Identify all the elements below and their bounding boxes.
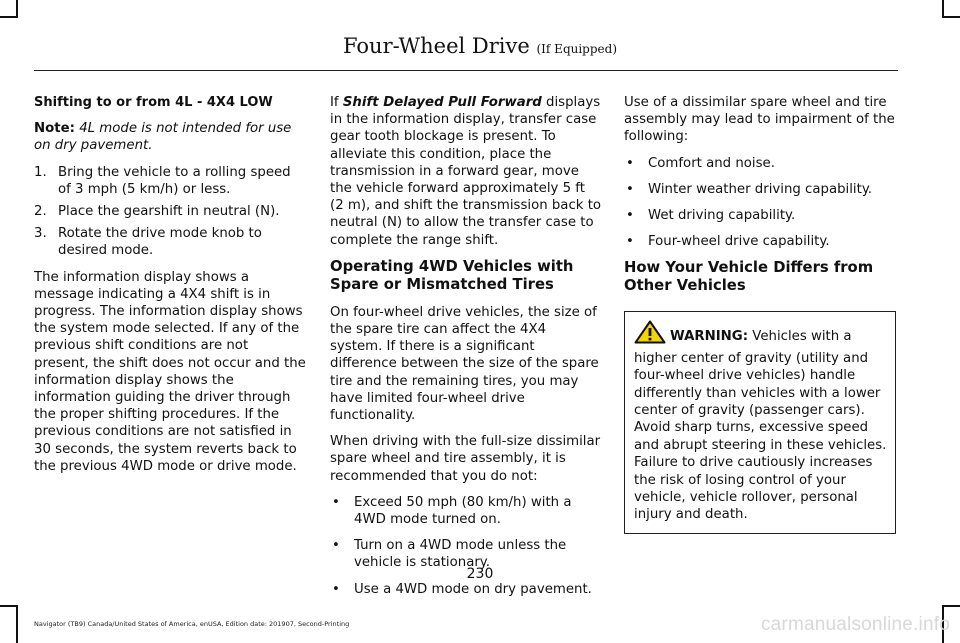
column-right xyxy=(624,94,896,534)
crop-mark-bottom-left-v xyxy=(16,605,18,643)
bullet: • xyxy=(332,581,340,597)
page-title-suffix: (If Equipped) xyxy=(536,42,618,56)
body-paragraph: On four-wheel drive vehicles, the size of the spare tire can affect the 4X4 system. If there is a significant difference between the size of the spare tire and the remaining tires, you may have limited four-wheel drive functionality. xyxy=(330,304,599,424)
column-middle xyxy=(330,94,602,607)
step-text: Rotate the drive mode knob to desired mode. xyxy=(58,226,262,259)
body-paragraph: Use of a dissimilar spare wheel and tire assembly may lead to impairment of the following: xyxy=(624,95,895,145)
bullet: • xyxy=(626,234,634,250)
display-message: Shift Delayed Pull Forward xyxy=(342,95,542,110)
column-left xyxy=(34,94,306,484)
body-paragraph xyxy=(330,94,602,249)
section-heading: How Your Vehicle Differs from Other Vehicles xyxy=(624,259,874,295)
list-item xyxy=(34,164,306,198)
note-text: 4L mode is not intended for use on dry pavement. xyxy=(34,121,292,154)
list-item-text: Use a 4WD mode on dry pavement. xyxy=(354,581,592,597)
crop-mark-bottom-right-h xyxy=(942,605,960,607)
crop-mark-bottom-left-h xyxy=(0,605,18,607)
list-item xyxy=(624,233,896,250)
bullet-list xyxy=(624,155,896,251)
page-number: 230 xyxy=(466,566,494,582)
step-text: Bring the vehicle to a rolling speed of 3 mph (5 km/h) or less. xyxy=(58,164,291,197)
list-item-text: Turn on a 4WD mode unless the vehicle is stationary. xyxy=(354,538,567,571)
body-paragraph: The information display shows a message indicating a 4X4 shift is in progress. The information display shows the system mode selected. If any of the previous shift conditions are not present, the shift does not occur and the information display shows the information guiding the driver through the proper shifting procedures. If the previous conditions are not satisfied in 30 seconds, the system reverts back to the previous 4WD mode or drive mode. xyxy=(34,269,306,474)
page-title xyxy=(0,34,960,58)
bullet: • xyxy=(626,181,634,197)
step-number: 2. xyxy=(34,204,47,220)
footer-edition-info: Navigator (TB9) Canada/United States of America, enUSA, Edition date: 201907, Second-Printing xyxy=(34,620,350,628)
steps-list xyxy=(34,164,306,260)
crop-mark-top-left-h xyxy=(0,16,18,18)
body-paragraph: When driving with the full-size dissimilar spare wheel and tire assembly, it is recommended that you do not: xyxy=(330,434,601,484)
step-number: 3. xyxy=(34,226,47,242)
header-rule xyxy=(34,70,898,71)
list-item xyxy=(34,225,306,259)
text-prefix: If xyxy=(330,95,343,110)
warning-box xyxy=(624,311,896,533)
bullet: • xyxy=(332,494,340,510)
list-item-text: Four-wheel drive capability. xyxy=(648,234,830,250)
bullet: • xyxy=(332,538,340,554)
warning-text: Vehicles with a higher center of gravity (utility and four-wheel drive vehicles) handle differently than vehicles with a lower center of gravity (passenger cars). Avoid sharp turns, excessive speed and abrupt steering in these vehicles. Failure to drive cautiously increases the risk of losing control of your vehicle, vehicle rollover, personal injury and death. xyxy=(634,329,887,523)
list-item-text: Wet driving capability. xyxy=(648,208,796,224)
warning-triangle-icon xyxy=(634,320,666,349)
list-item xyxy=(34,203,306,220)
note-label: Note: xyxy=(34,121,75,137)
text-rest: displays in the information display, transfer case gear tooth blockage is present. To alleviate this condition, place the transmission in a forward gear, move the vehicle forward approximately 5 ft (2 m), and shift the transmission back to neutral (N) to allow the transfer case to complete the range shift. xyxy=(330,95,602,248)
bullet: • xyxy=(626,155,634,171)
step-text: Place the gearshift in neutral (N). xyxy=(58,204,280,220)
list-item xyxy=(624,155,896,172)
step-number: 1. xyxy=(34,164,47,180)
list-item xyxy=(624,181,896,198)
bullet-list xyxy=(330,494,602,598)
warning-label: WARNING: xyxy=(670,329,749,345)
section-heading: Operating 4WD Vehicles with Spare or Mismatched Tires xyxy=(330,257,574,293)
list-item xyxy=(330,494,602,528)
crop-mark-top-right-h xyxy=(942,16,960,18)
bullet: • xyxy=(626,208,634,224)
page-title-text: Four-Wheel Drive xyxy=(342,34,530,58)
list-item-text: Exceed 50 mph (80 km/h) with a 4WD mode turned on. xyxy=(354,494,572,528)
list-item-text: Comfort and noise. xyxy=(648,155,775,171)
list-item-text: Winter weather driving capability. xyxy=(648,181,873,197)
list-item xyxy=(330,581,602,598)
section-subhead: Shifting to or from 4L - 4X4 LOW xyxy=(34,95,273,110)
list-item xyxy=(624,207,896,224)
watermark: carmanualsonline.info xyxy=(760,614,950,635)
note xyxy=(34,120,306,154)
